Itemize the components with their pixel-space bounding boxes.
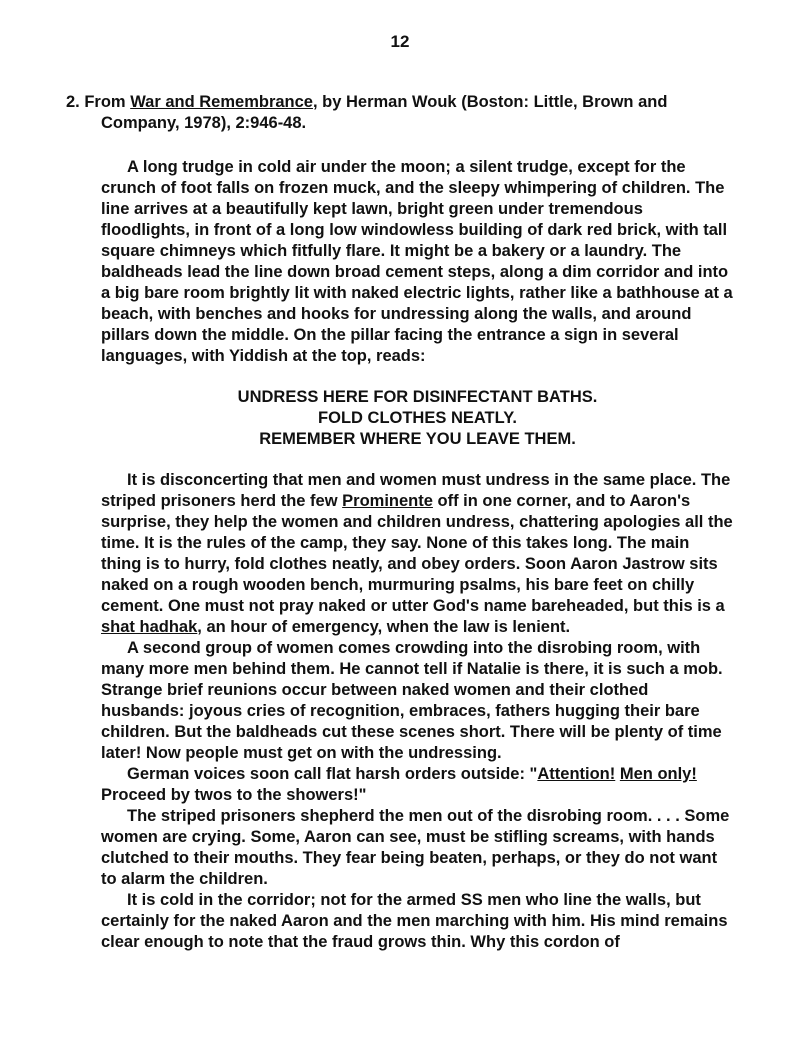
paragraph-2-part-2: off in one corner, and to Aaron's surprise, they help the women and children undress, chattering apologies all the time. It is the rules of the camp, they say. None of this takes long. The main thing is to hurry, fold clothes neatly, and obey orders. Soon Aaron Jastrow sits naked on a rough wooden bench, murmuring psalms, his bare feet on chilly cement. One must not pray naked or utter God's name bareheaded, but this is a (101, 492, 733, 615)
notice-line-3: REMEMBER WHERE YOU LEAVE THEM. (259, 430, 576, 448)
paragraph-5: The striped prisoners shepherd the men out of the disrobing room. . . . Some women are crying. Some, Aaron can see, must be stifling screams, with hands clutched to their mouths. They fear being beaten, perhaps, or they do not want to alarm the children. (101, 807, 730, 888)
paragraph-2-part-1: It is disconcerting that men and women must undress in the same place. The striped prisoners herd the few (101, 471, 731, 510)
paragraph-1: A long trudge in cold air under the moon; a silent trudge, except for the crunch of foot falls on frozen muck, and the sleepy whimpering of children. The line arrives at a beautifully kept lawn, bright green under tremendous floodlights, in front of a long low windowless building of dark red brick, with tall square chimneys which fitfully flare. It might be a bakery or a laundry. The baldheads lead the line down broad cement steps, along a dim corridor and into a big bare room brightly lit with naked electric lights, rather like a bathhouse at a beach, with benches and hooks for undressing along the walls, and around pillars down the middle. On the pillar facing the entrance a sign in several languages, with Yiddish at the top, reads: (101, 158, 733, 365)
paragraph-6: It is cold in the corridor; not for the armed SS men who line the walls, but certainly for the naked Aaron and the men marching with him. His mind remains clear enough to note that the fraud grows thin. Why this cordon of (101, 891, 728, 951)
notice-line-1: UNDRESS HERE FOR DISINFECTANT BATHS. (237, 388, 598, 406)
paragraph-2-part-3: , an hour of emergency, when the law is lenient. (197, 618, 571, 636)
citation-prefix: 2. From (66, 93, 131, 111)
attention-term: Attention! (537, 765, 616, 783)
citation (66, 92, 734, 134)
shat-hadhak-term: shat hadhak (101, 618, 198, 636)
paragraph-4 (66, 764, 734, 806)
paragraph-4-part-1: German voices soon call flat harsh orders outside: " (127, 765, 538, 783)
paragraph-3: A second group of women comes crowding into the disrobing room, with many more men behind them. He cannot tell if Natalie is there, it is such a mob. Strange brief reunions occur between naked women and their clothed husbands: joyous cries of recognition, embraces, fathers hugging their bare children. But the baldheads cut these scenes short. There will be plenty of time later! Now people must get on with the undressing. (101, 639, 723, 762)
paragraph-2 (66, 470, 734, 638)
sign-notice (101, 387, 734, 450)
men-only-term: Men only! (619, 765, 697, 783)
citation-details: , by Herman Wouk (Boston: Little, Brown and Company, 1978), 2:946-48. (101, 93, 668, 132)
prominente-term: Prominente (342, 492, 433, 510)
notice-line-2: FOLD CLOTHES NEATLY. (318, 409, 517, 427)
page-number: 12 (390, 32, 410, 51)
book-title: War and Remembrance (130, 93, 313, 111)
paragraph-4-part-2: Proceed by twos to the showers!" (101, 786, 367, 804)
